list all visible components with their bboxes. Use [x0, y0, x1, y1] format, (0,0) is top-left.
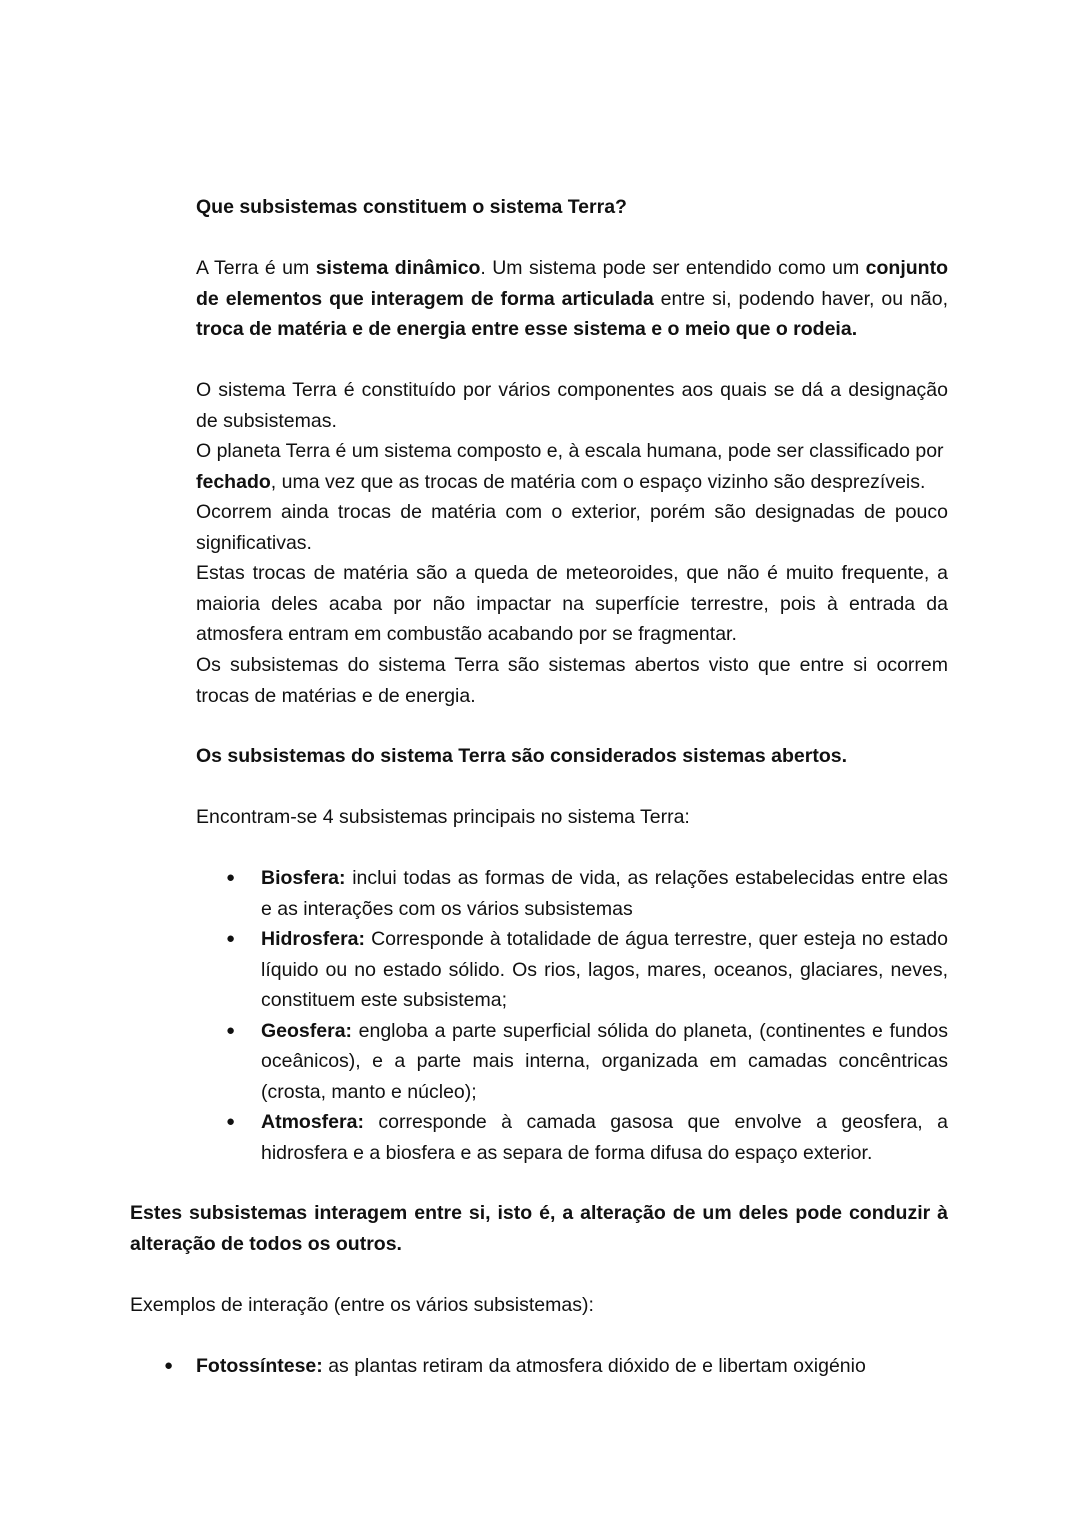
bullet-icon: ● — [226, 1021, 236, 1039]
interaction-statement-text: Estes subsistemas interagem entre si, isto é, a alteração de um deles pode conduzir à alteração de todos os outros. — [130, 1202, 948, 1255]
section-heading — [196, 192, 948, 223]
bold-statement — [196, 741, 948, 772]
list-item-term: Fotossíntese: — [196, 1355, 323, 1377]
list-item-text: corresponde à camada gasosa que envolve a geosfera, a hidrosfera e a biosfera e as separa de forma difusa do espaço exterior. — [261, 1111, 948, 1164]
list-intro: Encontram-se 4 subsistemas principais no sistema Terra: — [196, 806, 690, 828]
interaction-statement — [130, 1198, 948, 1259]
list-item-text: as plantas retiram da atmosfera dióxido de e libertam oxigénio — [322, 1355, 866, 1377]
intro-bold-2: conjunto de elementos que interagem de forma articulada — [196, 257, 948, 310]
para2-text-2: , uma vez que as trocas de matéria com o espaço vizinho são desprezíveis. — [270, 470, 926, 493]
bullet-icon: ● — [164, 1357, 174, 1374]
list-item-text: inclui todas as formas de vida, as relações estabelecidas entre elas e as interações com os vários subsistemas — [261, 867, 948, 920]
list-item-term: Biosfera: — [261, 867, 346, 889]
bullet-icon: ● — [226, 1113, 236, 1130]
subsystems-list — [196, 863, 948, 1168]
paragraph-subsystems-definition: O sistema Terra é constituído por vários componentes aos quais se dá a designação de subsistemas. — [196, 379, 948, 432]
paragraph-open-subsystems: Os subsistemas do sistema Terra são sistemas abertos visto que entre si ocorrem trocas de matérias e de energia. — [196, 654, 948, 707]
list-item — [196, 1107, 948, 1168]
examples-list — [130, 1351, 948, 1382]
list-item-text: engloba a parte superficial sólida do planeta, (continentes e fundos oceânicos), e a parte mais interna, organizada em camadas concêntricas (crosta, manto e núcleo); — [261, 1019, 948, 1103]
list-item — [130, 1351, 948, 1382]
list-item-term: Atmosfera: — [261, 1111, 364, 1133]
examples-intro: Exemplos de interação (entre os vários subsistemas): — [130, 1294, 594, 1316]
para2-text-1: O planeta Terra é um sistema composto e, à escala humana, pode ser classificado por — [196, 440, 944, 462]
paragraph-matter-exchange: Ocorrem ainda trocas de matéria com o exterior, porém são designadas de pouco significativas. — [196, 501, 948, 554]
list-item-term: Geosfera: — [261, 1019, 353, 1042]
paragraph-closed-system — [196, 436, 948, 497]
bold-statement-text: Os subsistemas do sistema Terra são considerados sistemas abertos. — [196, 745, 848, 767]
bullet-icon: ● — [226, 869, 236, 886]
heading-text: Que subsistemas constituem o sistema Terra? — [196, 196, 627, 218]
intro-text-2: . Um sistema pode ser entendido como um — [480, 257, 866, 279]
list-item — [196, 1016, 948, 1108]
list-item — [196, 863, 948, 924]
list-item-text: Corresponde à totalidade de água terrestre, quer esteja no estado líquido ou no estado sólido. Os rios, lagos, mares, oceanos, glaciares, neves, constituem este subsistema; — [261, 928, 948, 1011]
intro-bold-3: troca de matéria e de energia entre esse sistema e o meio que o rodeia. — [196, 318, 858, 340]
list-item-term: Hidrosfera: — [261, 928, 366, 950]
paragraph-meteoroids: Estas trocas de matéria são a queda de meteoroides, que não é muito frequente, a maioria deles acaba por não impactar na superfície terrestre, pois à entrada da atmosfera entram em combustão acabando por se fragmentar. — [196, 562, 948, 645]
intro-text-3: entre si, podendo haver, ou não, — [653, 287, 948, 310]
list-item — [196, 924, 948, 1016]
intro-paragraph — [196, 253, 948, 345]
intro-text-1: A Terra é um — [196, 257, 316, 279]
intro-bold-1: sistema dinâmico — [315, 257, 481, 279]
bullet-icon: ● — [226, 930, 236, 947]
para2-bold: fechado — [196, 470, 271, 493]
